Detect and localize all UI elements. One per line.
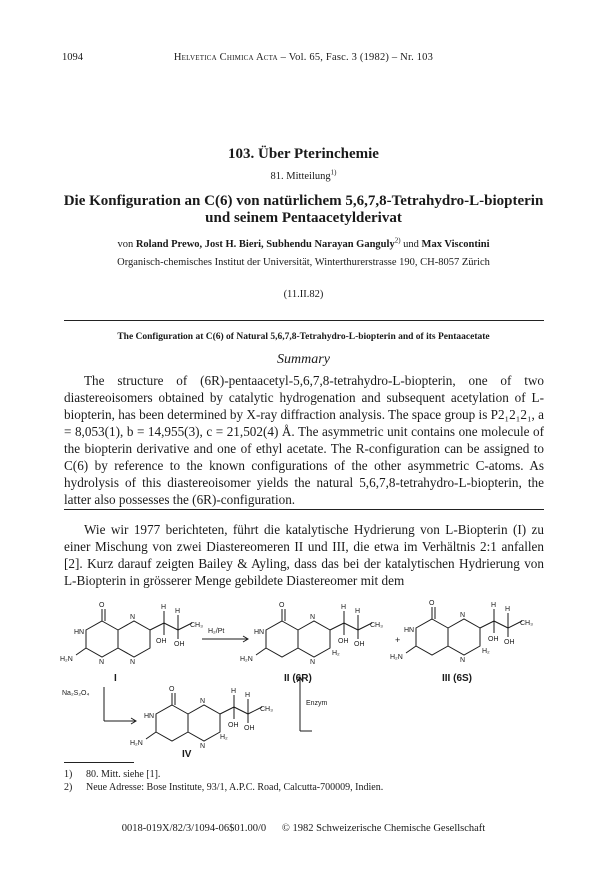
reaction-scheme (60, 597, 550, 759)
III-H2: H (505, 606, 511, 613)
received-date: (11.II.82) (283, 289, 324, 300)
institute: Organisch-chemisches Institut der Universität, Winterthurerstrasse 190, CH-8057 Zürich (117, 257, 490, 268)
summary-heading: Summary (277, 352, 330, 367)
subtitle-text: 81. Mitteilung (270, 171, 331, 182)
I-H2N: H₂N (60, 656, 73, 663)
I-H2: H (175, 608, 181, 615)
summary-text: The structure of (6R)-pentaacetyl-5,6,7,8-tetrahydro-L-biopterin, one of two diastereoisomers obtained by catalytic hydrogenation and subsequent acetylation of L-biopterin, has been determined by X-ray diffraction analysis. The space group is P2₁2₁2₁, a = 8,053(1), b = 14,955(3), c = 21,502(4) Å. The asymmetric unit contains one molecule of the biopterin derivative and one of ethyl acetate. The R-configuration can be assigned to C(6) by reference to the known configurations of the other asymmetric C-atoms. As hydrolysis of this diastereoisomer yields the natural 5,6,7,8-tetrahydro-L-biopterin, the latter also possesses the (6R)-configuration. (64, 373, 544, 507)
footer-copyright: © 1982 Schweizerische Chemische Gesellschaft (281, 823, 486, 834)
II-N5: N (310, 614, 316, 621)
IV-N8: N (200, 743, 206, 750)
body-paragraph: Wie wir 1977 berichteten, führt die katalytische Hydrierung von L-Biopterin (I) zu einer Mischung von zwei Diastereomeren II und III, die etwa im Verhältnis 2:1 anfallen [2]. Kurz darauf zeigten Bailey & Ayling, dass das bei der katalytischen Hydrierung von L-Biopterin in grösserer Menge gebildete Diastereomer mit dem (64, 522, 544, 588)
II-H1: H (341, 604, 347, 611)
footnote-1-text: 80. Mitt. siehe [1]. (86, 769, 161, 780)
IV-CH3: CH₃ (260, 706, 273, 713)
footnote-ref-1: 1) (330, 168, 337, 177)
authors-and: und (403, 239, 419, 250)
footnote-1-mark: 1) (64, 769, 73, 780)
footnotes (64, 768, 544, 794)
I-O: O (99, 602, 105, 609)
II-H2: H (355, 608, 361, 615)
I-OH2: OH (174, 641, 185, 648)
main-title: Die Konfiguration an C(6) von natürlichem 5,6,7,8-Tetrahydro-L-biopterin und seinem Pentaacetylderivat (63, 193, 544, 226)
label-I: I (114, 673, 117, 684)
label-IV: IV (182, 749, 192, 759)
IV-O: O (169, 686, 175, 693)
article-subtitle (0, 168, 607, 182)
IV-N5: N (200, 698, 206, 705)
authors-prefix: von (117, 239, 134, 250)
divider-summary (64, 509, 544, 510)
II-CH3: CH₃ (370, 622, 383, 629)
footnote-ref-2: 2) (394, 236, 401, 245)
III-OH2: OH (504, 639, 515, 646)
II-N8: N (310, 659, 316, 666)
plus-sign: + (395, 635, 401, 645)
footnote-2 (64, 781, 544, 794)
reagent-dithionite: Na₂S₂O₄ (62, 690, 90, 697)
english-title: The Configuration at C(6) of Natural 5,6,7,8-Tetrahydro-L-biopterin and of its Pentaacetate (117, 332, 490, 342)
I-N5: N (130, 614, 136, 621)
I-N8: N (130, 659, 136, 666)
II-H2N: H₂N (240, 656, 253, 663)
reagent-enzyme: Enzym (306, 700, 328, 707)
II-H2-atom: H₂ (332, 650, 340, 657)
IV-HN: HN (144, 713, 155, 720)
I-CH3: CH₃ (190, 622, 203, 629)
IV-OH2: OH (244, 725, 255, 732)
II-OH2: OH (354, 641, 365, 648)
IV-H2-atom: H₂ (220, 734, 228, 741)
footnote-2-mark: 2) (64, 782, 73, 793)
I-HN: HN (74, 629, 85, 636)
journal-name: Helvetica Chimica Acta (173, 52, 278, 63)
footnote-2-text: Neue Adresse: Bose Institute, 93/1, A.P.C. Road, Calcutta-700009, Indien. (86, 782, 384, 793)
IV-H2: H (245, 692, 251, 699)
III-N5: N (460, 612, 466, 619)
volume-issue: – Vol. 65, Fasc. 3 (1982) – Nr. 103 (280, 52, 434, 63)
III-OH1: OH (488, 636, 499, 643)
footnote-1 (64, 768, 544, 781)
page-footer (0, 823, 607, 834)
II-OH1: OH (338, 638, 349, 645)
article-title: 103. Über Pterinchemie (228, 146, 379, 162)
II-HN: HN (254, 629, 265, 636)
running-header (0, 52, 607, 63)
summary-block (64, 372, 544, 508)
IV-H2N: H₂N (130, 740, 143, 747)
reagent-h2pt: H₂/Pt (208, 628, 225, 635)
footnote-divider (64, 762, 134, 763)
I-N3: N (99, 659, 105, 666)
divider-top (64, 320, 544, 321)
label-III: III (6S) (442, 673, 473, 684)
authors-main: Roland Prewo, Jost H. Bieri, Subhendu Narayan Ganguly (135, 239, 395, 250)
I-H1: H (161, 604, 167, 611)
IV-H1: H (231, 688, 237, 695)
III-H1: H (491, 602, 497, 609)
footer-code: 0018-019X/82/3/1094-06$01.00/0 (121, 823, 267, 834)
III-HN: HN (404, 627, 415, 634)
III-H2N: H₂N (390, 654, 403, 661)
III-N8: N (460, 657, 466, 664)
IV-OH1: OH (228, 722, 239, 729)
III-CH3: CH₃ (520, 620, 533, 627)
III-O: O (429, 600, 435, 607)
I-OH1: OH (156, 638, 167, 645)
authors-last: Max Viscontini (421, 239, 490, 250)
III-H2-atom: H₂ (482, 648, 490, 655)
author-line (40, 236, 567, 250)
label-II: II (6R) (284, 673, 312, 684)
II-O: O (279, 602, 285, 609)
page-number: 1094 (62, 52, 83, 63)
body-text (64, 521, 544, 589)
